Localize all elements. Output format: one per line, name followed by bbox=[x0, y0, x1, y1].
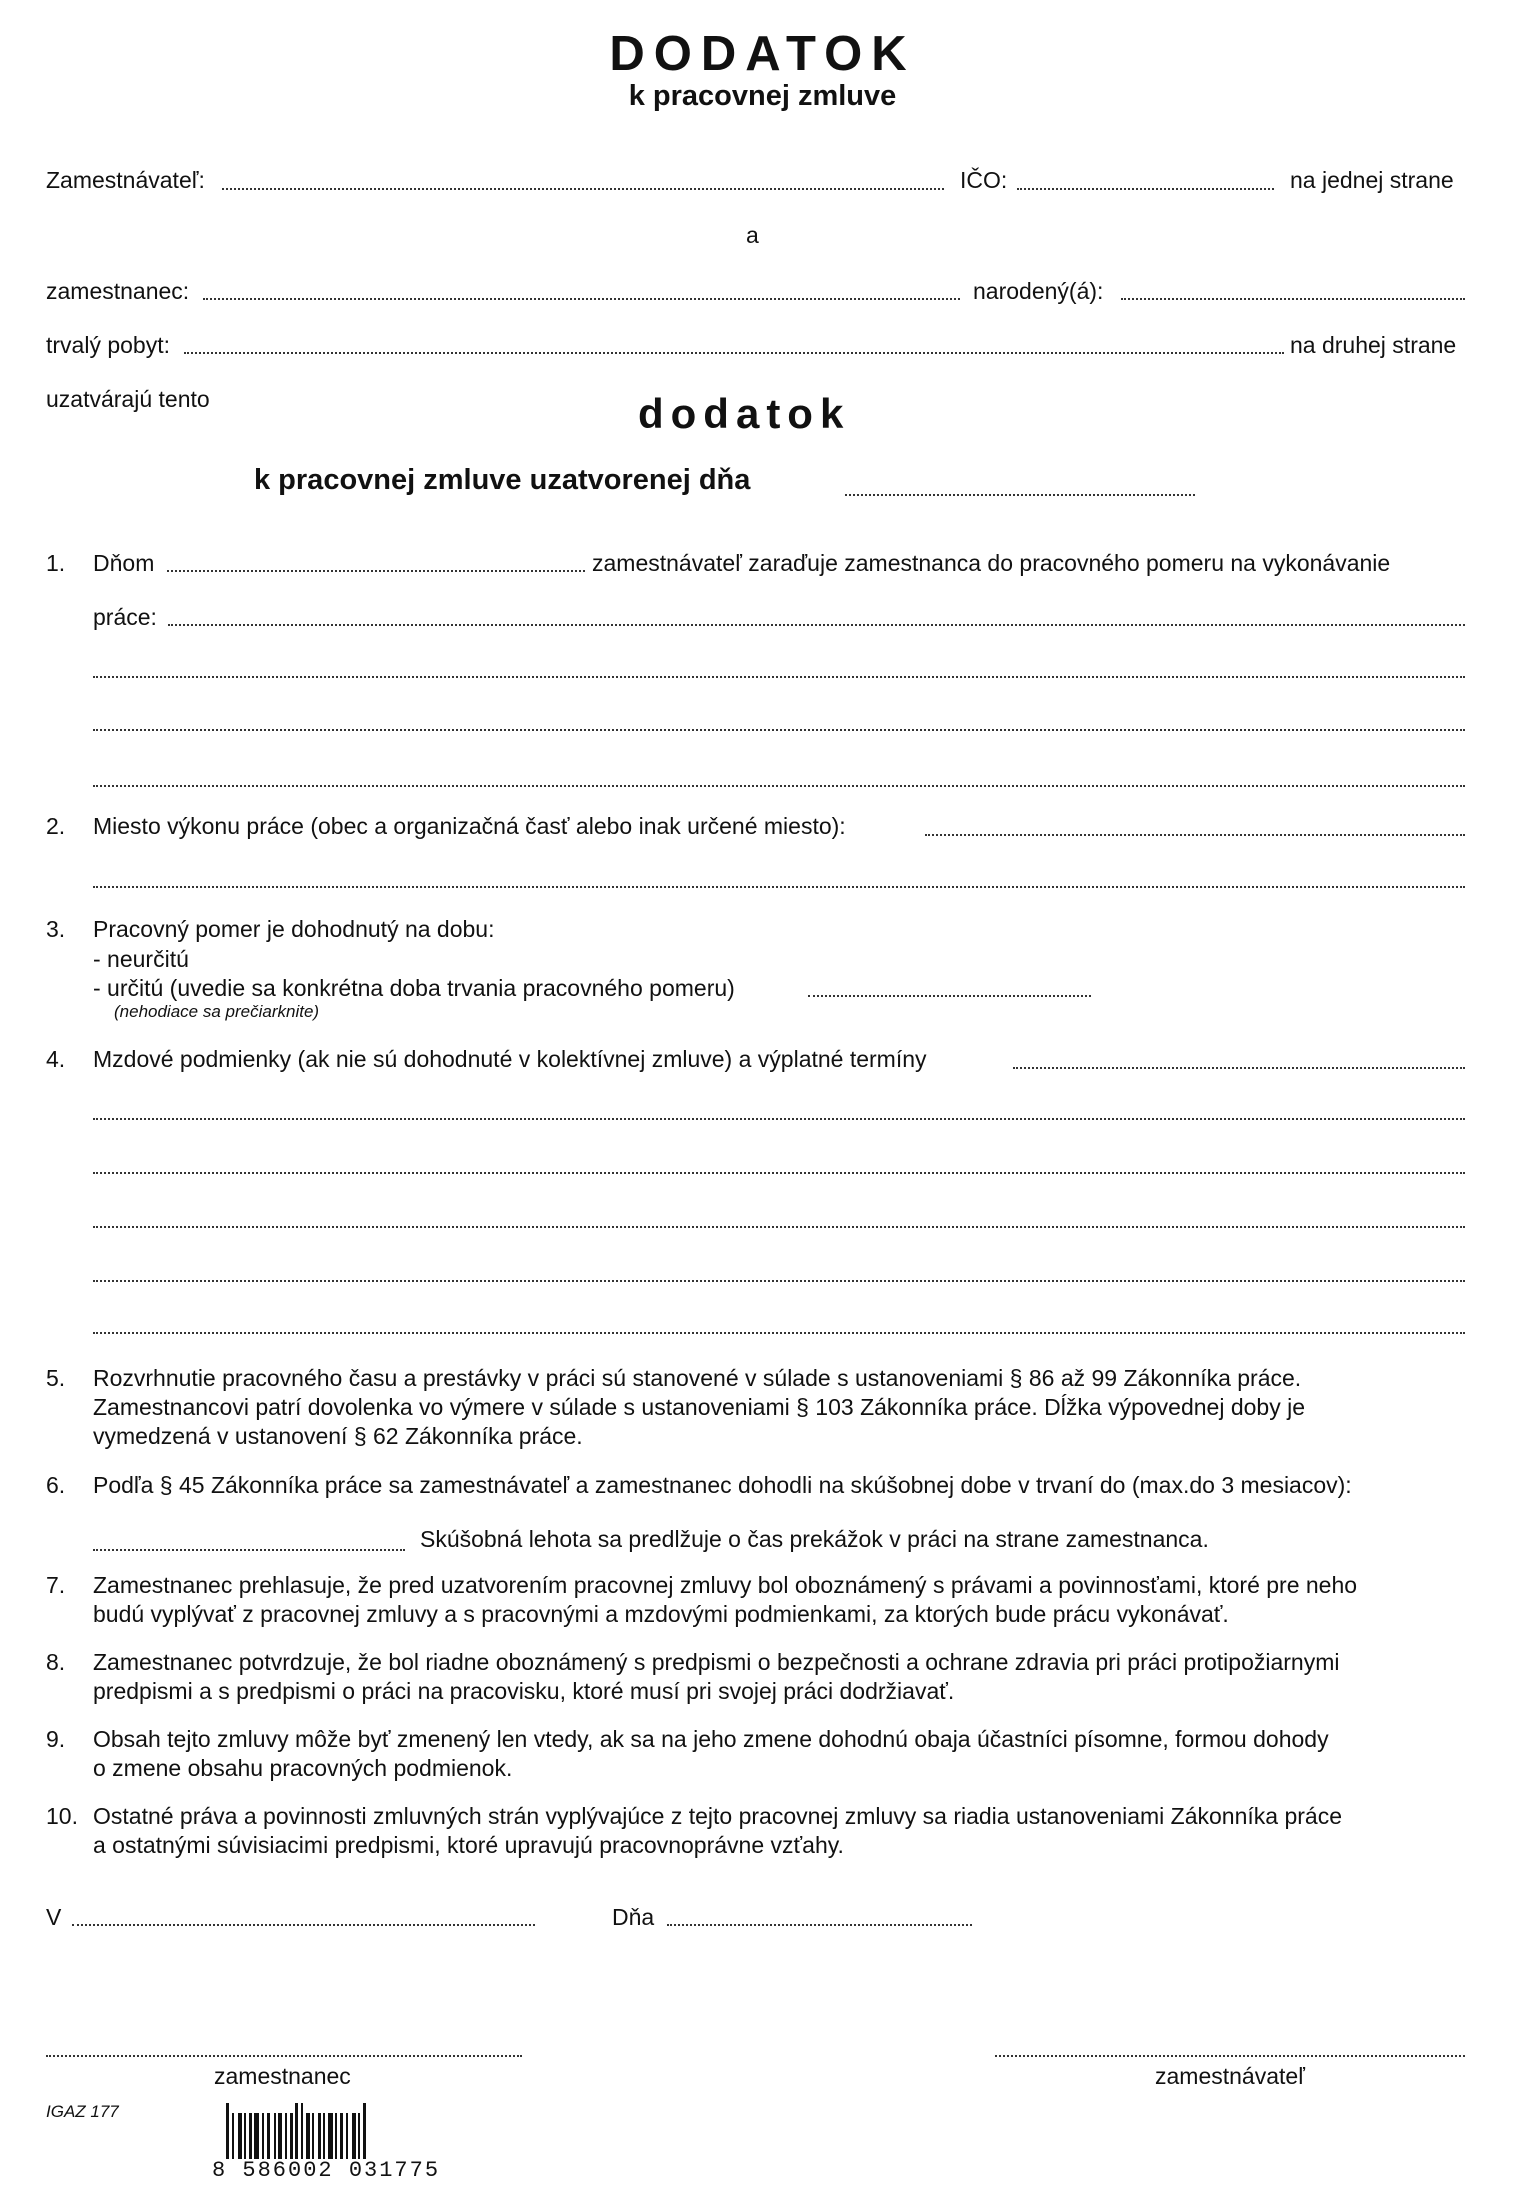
item-1-work-line-3[interactable] bbox=[93, 729, 1465, 731]
conclude-text: uzatvárajú tento bbox=[46, 386, 210, 412]
contract-date-field[interactable] bbox=[845, 494, 1195, 496]
item-5-line-3: vymedzená v ustanovení § 62 Zákonníka práce. bbox=[93, 1423, 583, 1449]
item-6-text: Podľa § 45 Zákonníka práce sa zamestnávateľ a zamestnanec dohodli na skúšobnej dobe v trvaní do (max.do 3 mesiacov): bbox=[93, 1472, 1352, 1498]
item-9-text bbox=[93, 1725, 1468, 1783]
item-2-text: Miesto výkonu práce (obec a organizačná časť alebo inak určené miesto): bbox=[93, 813, 846, 839]
item-9-line-2: o zmene obsahu pracovných podmienok. bbox=[93, 1755, 513, 1781]
item-4-wage-field[interactable] bbox=[1013, 1067, 1465, 1069]
item-3-number: 3. bbox=[46, 916, 66, 942]
item-5-line-2: Zamestnancovi patrí dovolenka vo výmere v súlade s ustanoveniami § 103 Zákonníka práce. Dĺžka výpovednej doby je bbox=[93, 1394, 1305, 1420]
item-1-work-line-2[interactable] bbox=[93, 676, 1465, 678]
residence-field[interactable] bbox=[184, 352, 1284, 354]
item-2-place-field[interactable] bbox=[925, 834, 1465, 836]
ico-label: IČO: bbox=[960, 167, 1008, 193]
item-1-date-field[interactable] bbox=[167, 570, 585, 572]
employee-signature-label: zamestnanec bbox=[214, 2063, 351, 2089]
side-one-text: na jednej strane bbox=[1290, 167, 1454, 193]
item-10-line-1: Ostatné práva a povinnosti zmluvných strán vyplývajúce z tejto pracovnej zmluvy sa riadia ustanoveniami Zákonníka práce bbox=[93, 1803, 1342, 1829]
item-2-number: 2. bbox=[46, 813, 66, 839]
item-7-line-1: Zamestnanec prehlasuje, že pred uzatvorením pracovnej zmluvy bol oboznámený s právami a povinnosťami, ktoré pre neho bbox=[93, 1572, 1358, 1598]
item-4-text: Mzdové podmienky (ak nie sú dohodnuté v kolektívnej zmluve) a výplatné termíny bbox=[93, 1046, 927, 1072]
barcode-number: 8 586002 031775 bbox=[212, 2158, 441, 2183]
employer-label: Zamestnávateľ: bbox=[46, 167, 205, 193]
document-subtitle: k pracovnej zmluve bbox=[628, 80, 897, 112]
place-label: V bbox=[46, 1904, 62, 1930]
item-8-line-2: predpismi a s predpismi o práci na pracovisku, ktoré musí pri svojej práci dodržiavať. bbox=[93, 1678, 955, 1704]
addendum-title: dodatok bbox=[638, 390, 851, 437]
item-7-number: 7. bbox=[46, 1572, 66, 1598]
addendum-subtitle: k pracovnej zmluve uzatvorenej dňa bbox=[254, 464, 751, 496]
item-8-text bbox=[93, 1648, 1468, 1706]
item-3-text: Pracovný pomer je dohodnutý na dobu: bbox=[93, 916, 495, 942]
born-label: narodený(á): bbox=[973, 278, 1104, 304]
item-4-wage-line-2[interactable] bbox=[93, 1118, 1465, 1120]
item-3-duration-field[interactable] bbox=[808, 995, 1091, 997]
ico-field[interactable] bbox=[1017, 188, 1274, 190]
item-10-line-2: a ostatnými súvisiacimi predpismi, ktoré upravujú pracovnoprávne vzťahy. bbox=[93, 1832, 844, 1858]
item-1-work-field[interactable] bbox=[168, 624, 1465, 626]
item-5-number: 5. bbox=[46, 1365, 66, 1391]
born-field[interactable] bbox=[1121, 298, 1465, 300]
item-4-wage-line-3[interactable] bbox=[93, 1172, 1465, 1174]
item-4-number: 4. bbox=[46, 1046, 66, 1072]
item-9-line-1: Obsah tejto zmluvy môže byť zmenený len vtedy, ak sa na jeho zmene dohodnú obaja účastníci písomne, formou dohody bbox=[93, 1726, 1329, 1752]
item-4-wage-line-6[interactable] bbox=[93, 1332, 1465, 1334]
item-5-text bbox=[93, 1364, 1468, 1451]
item-6-text-2: Skúšobná lehota sa predlžuje o čas prekážok v práci na strane zamestnanca. bbox=[420, 1526, 1209, 1552]
item-1-text-b: zamestnávateľ zaraďuje zamestnanca do pracovného pomeru na vykonávanie bbox=[592, 550, 1391, 576]
item-6-trial-field[interactable] bbox=[93, 1549, 405, 1551]
date-field[interactable] bbox=[667, 1924, 972, 1926]
item-7-line-2: budú vyplývať z pracovnej zmluvy a s pracovnými a mzdovými podmienkami, za ktorých bude prácu vykonávať. bbox=[93, 1601, 1229, 1627]
item-1-text-a: Dňom bbox=[93, 550, 155, 576]
document-title: DODATOK bbox=[609, 27, 916, 81]
employee-signature-line[interactable] bbox=[46, 2055, 522, 2057]
employee-field[interactable] bbox=[203, 298, 960, 300]
item-6-number: 6. bbox=[46, 1472, 66, 1498]
item-3-note: (nehodiace sa prečiarknite) bbox=[114, 1002, 320, 1021]
item-10-text bbox=[93, 1802, 1468, 1860]
item-1-text-c: práce: bbox=[93, 604, 157, 630]
item-10-number: 10. bbox=[46, 1803, 78, 1829]
barcode-image bbox=[226, 2103, 366, 2159]
side-two-text: na druhej strane bbox=[1290, 332, 1457, 358]
employer-field[interactable] bbox=[222, 188, 944, 190]
item-5-line-1: Rozvrhnutie pracovného času a prestávky v práci sú stanovené v súlade s ustanoveniami § 86 až 99 Zákonníka práce. bbox=[93, 1365, 1302, 1391]
item-7-text bbox=[93, 1571, 1468, 1629]
and-text: a bbox=[746, 222, 759, 248]
employee-label: zamestnanec: bbox=[46, 278, 190, 304]
form-code: IGAZ 177 bbox=[46, 2102, 119, 2121]
item-4-wage-line-4[interactable] bbox=[93, 1226, 1465, 1228]
item-2-place-line-2[interactable] bbox=[93, 886, 1465, 888]
item-9-number: 9. bbox=[46, 1726, 66, 1752]
place-field[interactable] bbox=[72, 1924, 535, 1926]
date-label: Dňa bbox=[612, 1904, 655, 1930]
item-1-number: 1. bbox=[46, 550, 66, 576]
item-8-number: 8. bbox=[46, 1649, 66, 1675]
item-1-work-line-4[interactable] bbox=[93, 785, 1465, 787]
item-3-option-1: - neurčitú bbox=[93, 946, 189, 972]
employer-signature-line[interactable] bbox=[995, 2055, 1465, 2057]
item-8-line-1: Zamestnanec potvrdzuje, že bol riadne oboznámený s predpismi o bezpečnosti a ochrane zdravia pri práci protipožiarnymi bbox=[93, 1649, 1340, 1675]
employer-signature-label: zamestnávateľ bbox=[1155, 2063, 1305, 2089]
item-3-option-2: - určitú (uvedie sa konkrétna doba trvania pracovného pomeru) bbox=[93, 975, 735, 1001]
item-4-wage-line-5[interactable] bbox=[93, 1280, 1465, 1282]
residence-label: trvalý pobyt: bbox=[46, 332, 170, 358]
